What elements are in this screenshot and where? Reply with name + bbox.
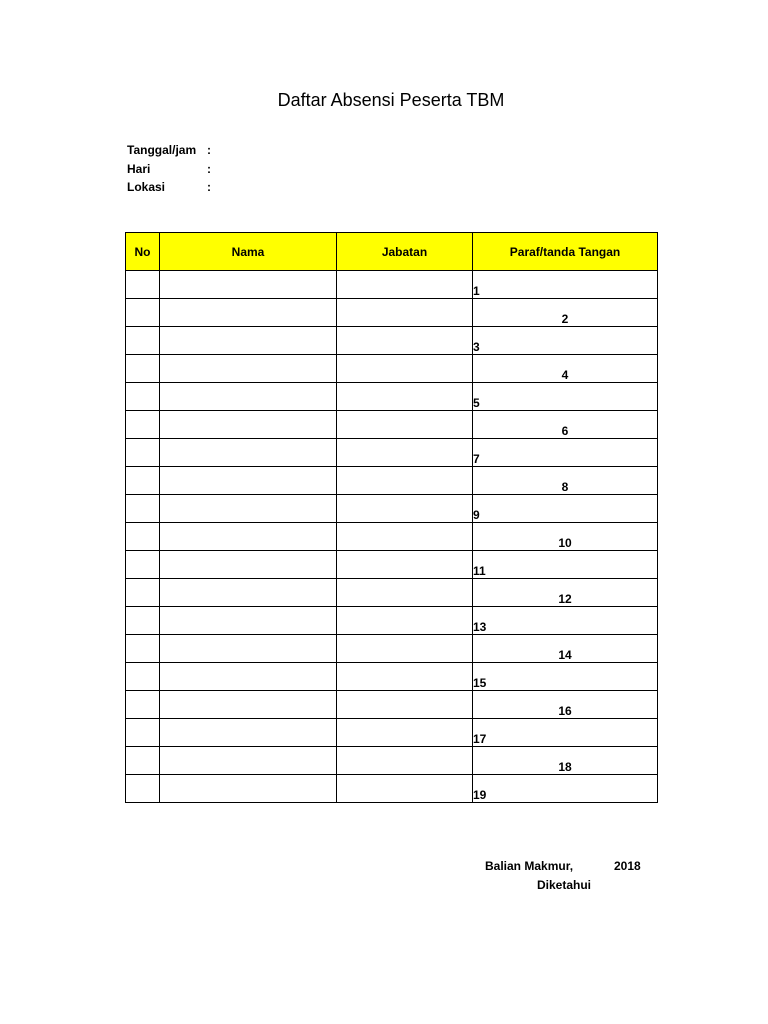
cell-paraf <box>473 663 658 691</box>
signature-number: 16 <box>558 704 572 718</box>
cell-jabatan <box>337 327 473 355</box>
cell-paraf <box>473 327 658 355</box>
cell-no <box>126 635 160 663</box>
table-row <box>126 495 658 523</box>
cell-jabatan <box>337 411 473 439</box>
table-row <box>126 551 658 579</box>
cell-jabatan <box>337 579 473 607</box>
cell-paraf <box>473 495 658 523</box>
cell-jabatan <box>337 663 473 691</box>
header-paraf: Paraf/tanda Tangan <box>473 233 658 271</box>
meta-tanggal <box>127 143 211 157</box>
cell-jabatan <box>337 271 473 299</box>
header-no: No <box>126 233 160 271</box>
cell-jabatan <box>337 383 473 411</box>
lokasi-colon: : <box>207 180 211 194</box>
cell-jabatan <box>337 607 473 635</box>
cell-no <box>126 747 160 775</box>
cell-paraf <box>473 299 658 327</box>
cell-paraf <box>473 271 658 299</box>
cell-nama <box>160 327 337 355</box>
cell-no <box>126 383 160 411</box>
cell-jabatan <box>337 775 473 803</box>
cell-no <box>126 579 160 607</box>
cell-paraf <box>473 579 658 607</box>
hari-colon: : <box>207 162 211 176</box>
cell-nama <box>160 551 337 579</box>
signature-number: 17 <box>473 732 487 746</box>
cell-paraf <box>473 719 658 747</box>
cell-paraf <box>473 691 658 719</box>
signature-number: 3 <box>473 340 480 354</box>
meta-hari <box>127 162 211 176</box>
document-title: Daftar Absensi Peserta TBM <box>277 90 505 110</box>
footer-year: 2018 <box>614 859 641 873</box>
cell-paraf <box>473 747 658 775</box>
table-row <box>126 579 658 607</box>
cell-no <box>126 775 160 803</box>
table-header-row <box>126 233 658 271</box>
signature-number: 11 <box>473 564 486 578</box>
attendance-table <box>125 232 658 803</box>
header-nama: Nama <box>160 233 337 271</box>
cell-jabatan <box>337 551 473 579</box>
cell-nama <box>160 523 337 551</box>
cell-no <box>126 663 160 691</box>
cell-paraf <box>473 467 658 495</box>
cell-paraf <box>473 383 658 411</box>
hari-label: Hari <box>127 162 151 176</box>
cell-nama <box>160 299 337 327</box>
table-row <box>126 607 658 635</box>
cell-paraf <box>473 355 658 383</box>
cell-jabatan <box>337 691 473 719</box>
cell-jabatan <box>337 467 473 495</box>
signature-number: 4 <box>561 368 569 382</box>
cell-jabatan <box>337 523 473 551</box>
signature-number: 9 <box>473 508 480 522</box>
cell-nama <box>160 383 337 411</box>
cell-no <box>126 551 160 579</box>
cell-nama <box>160 439 337 467</box>
signature-number: 14 <box>558 648 572 662</box>
table-row <box>126 663 658 691</box>
signature-number: 15 <box>473 676 487 690</box>
cell-paraf <box>473 439 658 467</box>
cell-no <box>126 355 160 383</box>
cell-paraf <box>473 775 658 803</box>
cell-nama <box>160 579 337 607</box>
cell-jabatan <box>337 439 473 467</box>
meta-lokasi <box>127 180 211 194</box>
signature-number: 12 <box>558 592 572 606</box>
table-row <box>126 411 658 439</box>
cell-no <box>126 691 160 719</box>
table-row <box>126 747 658 775</box>
signature-number: 1 <box>473 284 480 298</box>
cell-no <box>126 271 160 299</box>
tanggal-colon: : <box>207 143 211 157</box>
table-row <box>126 355 658 383</box>
table-row <box>126 271 658 299</box>
footer-diketahui: Diketahui <box>537 878 592 892</box>
signature-number: 6 <box>561 424 569 438</box>
cell-no <box>126 439 160 467</box>
table-row <box>126 439 658 467</box>
cell-no <box>126 467 160 495</box>
lokasi-label: Lokasi <box>127 180 166 194</box>
table-row <box>126 691 658 719</box>
cell-nama <box>160 607 337 635</box>
cell-jabatan <box>337 299 473 327</box>
signature-number: 19 <box>473 788 487 802</box>
cell-paraf <box>473 411 658 439</box>
signature-number: 10 <box>558 536 572 550</box>
signature-number: 8 <box>561 480 569 494</box>
cell-no <box>126 327 160 355</box>
cell-no <box>126 495 160 523</box>
table-row <box>126 719 658 747</box>
cell-nama <box>160 719 337 747</box>
cell-paraf <box>473 635 658 663</box>
cell-nama <box>160 467 337 495</box>
cell-no <box>126 719 160 747</box>
cell-nama <box>160 663 337 691</box>
cell-nama <box>160 271 337 299</box>
table-row <box>126 467 658 495</box>
cell-nama <box>160 635 337 663</box>
cell-nama <box>160 495 337 523</box>
cell-nama <box>160 355 337 383</box>
signature-number: 2 <box>561 312 569 326</box>
cell-jabatan <box>337 719 473 747</box>
cell-no <box>126 607 160 635</box>
cell-paraf <box>473 551 658 579</box>
cell-jabatan <box>337 355 473 383</box>
table-row <box>126 299 658 327</box>
cell-paraf <box>473 523 658 551</box>
cell-no <box>126 411 160 439</box>
cell-no <box>126 523 160 551</box>
table-row <box>126 383 658 411</box>
cell-jabatan <box>337 495 473 523</box>
cell-no <box>126 299 160 327</box>
signature-number: 7 <box>473 452 480 466</box>
signature-number: 5 <box>473 396 480 410</box>
table-row <box>126 327 658 355</box>
table-row <box>126 635 658 663</box>
table-row <box>126 523 658 551</box>
cell-jabatan <box>337 635 473 663</box>
cell-nama <box>160 775 337 803</box>
cell-jabatan <box>337 747 473 775</box>
signature-number: 13 <box>473 620 487 634</box>
cell-paraf <box>473 607 658 635</box>
signature-number: 18 <box>558 760 572 774</box>
tanggal-label: Tanggal/jam <box>127 143 197 157</box>
cell-nama <box>160 411 337 439</box>
footer-place: Balian Makmur, <box>485 859 574 873</box>
cell-nama <box>160 691 337 719</box>
table-row <box>126 775 658 803</box>
header-jabatan: Jabatan <box>337 233 473 271</box>
cell-nama <box>160 747 337 775</box>
